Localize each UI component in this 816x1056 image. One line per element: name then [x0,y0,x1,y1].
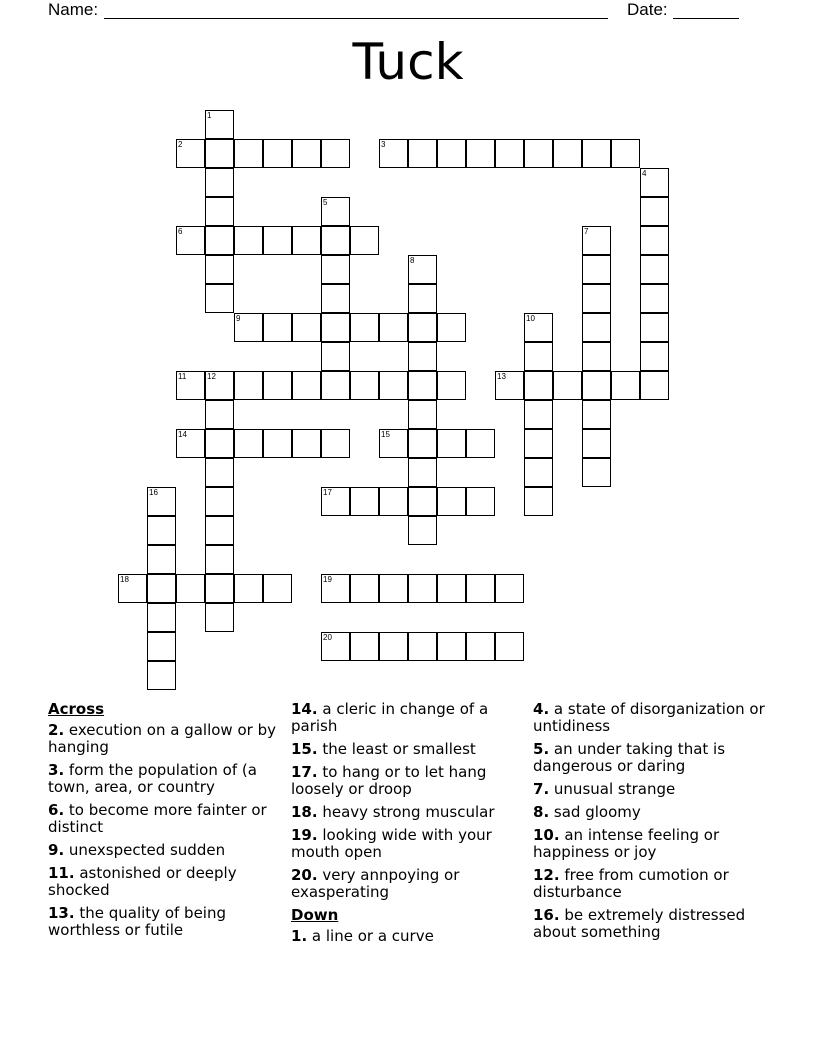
grid-cell[interactable] [408,400,437,429]
grid-cell[interactable] [408,313,437,342]
clue-number: 8 [410,256,415,265]
clue-number: 11 [178,372,187,381]
grid-cell[interactable] [640,371,669,400]
grid-cell[interactable] [176,574,205,603]
clue-number: 2 [178,140,183,149]
grid-cell[interactable] [205,197,234,226]
grid-cell[interactable] [234,371,263,400]
clue-number: 18 [120,575,129,584]
grid-cell[interactable] [437,487,466,516]
clue-down-8: 8. sad gloomy [533,803,641,821]
clue-across-9: 9. unexspected sudden [48,841,226,859]
grid-cell[interactable] [147,632,176,661]
grid-cell[interactable] [408,458,437,487]
grid-cell[interactable] [495,371,524,400]
grid-cell[interactable] [379,371,408,400]
grid-cell[interactable] [466,574,495,603]
grid-cell[interactable] [234,226,263,255]
grid-cell[interactable] [263,226,292,255]
clue-number: 19 [323,575,332,584]
grid-cell[interactable] [379,574,408,603]
grid-cell[interactable] [292,371,321,400]
page-title: Tuck [352,33,464,91]
grid-cell[interactable] [350,371,379,400]
grid-cell[interactable] [321,226,350,255]
grid-cell[interactable] [582,284,611,313]
grid-cell[interactable] [524,429,553,458]
grid-cell[interactable] [611,371,640,400]
clue-down-1: 1. a line or a curve [291,927,434,945]
grid-cell[interactable] [147,603,176,632]
clues-column-2 [291,701,527,951]
grid-cell[interactable] [582,139,611,168]
grid-cell[interactable] [118,574,147,603]
grid-cell[interactable] [437,313,466,342]
clue-number: 4 [642,169,647,178]
grid-cell[interactable] [321,429,350,458]
clue-across-6: 6. to become more fainter or distinct [48,801,267,836]
grid-cell[interactable] [234,429,263,458]
across-heading: Across [48,700,105,718]
grid-cell[interactable] [205,371,234,400]
grid-cell[interactable] [147,574,176,603]
clue-across-17: 17. to hang or to let hang loosely or droop [291,763,487,798]
grid-cell[interactable] [205,226,234,255]
clue-across-19: 19. looking wide with your mouth open [291,826,492,861]
grid-cell[interactable] [292,429,321,458]
grid-cell[interactable] [263,139,292,168]
clue-across-2: 2. execution on a gallow or by hanging [48,721,276,756]
grid-cell[interactable] [582,255,611,284]
clue-number: 5 [323,198,328,207]
clue-number: 3 [381,140,386,149]
clue-down-4: 4. a state of disorganization or untidiness [533,700,765,735]
grid-cell[interactable] [321,574,350,603]
grid-cell[interactable] [611,139,640,168]
grid-cell[interactable] [582,226,611,255]
clue-across-15: 15. the least or smallest [291,740,476,758]
grid-cell[interactable] [408,255,437,284]
clue-across-18: 18. heavy strong muscular [291,803,495,821]
grid-cell[interactable] [205,284,234,313]
name-label: Name: [48,0,99,19]
grid-cell[interactable] [408,487,437,516]
grid-cell[interactable] [292,226,321,255]
grid-cell[interactable] [640,342,669,371]
grid-cell[interactable] [292,313,321,342]
grid-cell[interactable] [408,342,437,371]
clue-down-5: 5. an under taking that is dangerous or daring [533,740,726,775]
grid-cell[interactable] [379,487,408,516]
grid-cell[interactable] [524,400,553,429]
clue-number: 6 [178,227,183,236]
grid-cell[interactable] [553,371,582,400]
grid-cell[interactable] [176,139,205,168]
grid-cell[interactable] [640,168,669,197]
clue-number: 9 [236,314,241,323]
grid-cell[interactable] [582,458,611,487]
grid-cell[interactable] [321,255,350,284]
grid-cell[interactable] [379,313,408,342]
grid-cell[interactable] [147,661,176,690]
grid-cell[interactable] [147,487,176,516]
grid-cell[interactable] [292,139,321,168]
grid-cell[interactable] [205,139,234,168]
clue-down-7: 7. unusual strange [533,780,676,798]
clues-column-3 [533,701,773,947]
grid-cell[interactable] [205,400,234,429]
clue-down-12: 12. free from cumotion or disturbance [533,866,729,901]
down-heading: Down [291,906,339,924]
grid-cell[interactable] [379,632,408,661]
grid-cell[interactable] [408,516,437,545]
clue-number: 20 [323,633,332,642]
clue-across-20: 20. very annpoying or exasperating [291,866,460,901]
clue-down-10: 10. an intense feeling or happiness or joy [533,826,720,861]
grid-cell[interactable] [582,400,611,429]
grid-cell[interactable] [205,516,234,545]
grid-cell[interactable] [408,632,437,661]
grid-cell[interactable] [176,371,205,400]
grid-cell[interactable] [495,574,524,603]
grid-cell[interactable] [524,458,553,487]
clue-number: 10 [526,314,535,323]
grid-cell[interactable] [437,371,466,400]
grid-cell[interactable] [263,371,292,400]
grid-cell[interactable] [205,574,234,603]
grid-cell[interactable] [263,429,292,458]
grid-cell[interactable] [321,371,350,400]
grid-cell[interactable] [408,371,437,400]
grid-cell[interactable] [205,487,234,516]
grid-cell[interactable] [379,139,408,168]
grid-cell[interactable] [408,284,437,313]
grid-cell[interactable] [640,226,669,255]
grid-cell[interactable] [524,371,553,400]
grid-cell[interactable] [437,429,466,458]
grid-cell[interactable] [466,139,495,168]
grid-cell[interactable] [524,342,553,371]
clue-number: 15 [381,430,390,439]
grid-cell[interactable] [321,342,350,371]
grid-cell[interactable] [640,313,669,342]
grid-cell[interactable] [205,429,234,458]
clue-number: 16 [149,488,158,497]
grid-cell[interactable] [495,139,524,168]
grid-cell[interactable] [582,342,611,371]
grid-cell[interactable] [582,371,611,400]
grid-cell[interactable] [466,487,495,516]
grid-cell[interactable] [640,197,669,226]
grid-cell[interactable] [321,632,350,661]
grid-cell[interactable] [321,313,350,342]
grid-cell[interactable] [437,574,466,603]
grid-cell[interactable] [582,313,611,342]
clue-across-11: 11. astonished or deeply shocked [48,864,237,899]
clues-column-1 [48,701,284,945]
clue-number: 1 [207,111,212,120]
grid-cell[interactable] [147,516,176,545]
grid-cell[interactable] [640,255,669,284]
grid-cell[interactable] [321,139,350,168]
clue-number: 7 [584,227,589,236]
grid-cell[interactable] [582,429,611,458]
clue-across-14: 14. a cleric in change of a parish [291,700,489,735]
grid-cell[interactable] [263,313,292,342]
grid-cell[interactable] [263,574,292,603]
grid-cell[interactable] [147,545,176,574]
grid-cell[interactable] [408,139,437,168]
grid-cell[interactable] [176,429,205,458]
grid-cell[interactable] [553,139,582,168]
clue-number: 17 [323,488,332,497]
clue-across-13: 13. the quality of being worthless or futile [48,904,226,939]
grid-cell[interactable] [524,139,553,168]
grid-cell[interactable] [205,168,234,197]
clue-down-16: 16. be extremely distressed about something [533,906,746,941]
grid-cell[interactable] [466,429,495,458]
grid-cell[interactable] [379,429,408,458]
grid-cell[interactable] [640,284,669,313]
grid-cell[interactable] [321,487,350,516]
grid-cell[interactable] [495,632,524,661]
clue-number: 13 [497,372,506,381]
grid-cell[interactable] [524,313,553,342]
grid-cell[interactable] [205,603,234,632]
grid-cell[interactable] [350,574,379,603]
grid-cell[interactable] [205,545,234,574]
grid-cell[interactable] [234,313,263,342]
grid-cell[interactable] [350,226,379,255]
grid-cell[interactable] [437,632,466,661]
grid-cell[interactable] [321,197,350,226]
grid-cell[interactable] [234,574,263,603]
clue-across-3: 3. form the population of (a town, area, or country [48,761,257,796]
clue-number: 14 [178,430,187,439]
grid-cell[interactable] [408,574,437,603]
grid-cell[interactable] [524,487,553,516]
grid-cell[interactable] [437,139,466,168]
grid-cell[interactable] [350,632,379,661]
grid-cell[interactable] [176,226,205,255]
grid-cell[interactable] [205,110,234,139]
clue-number: 12 [207,372,216,381]
grid-cell[interactable] [350,313,379,342]
grid-cell[interactable] [466,632,495,661]
grid-cell[interactable] [408,429,437,458]
grid-cell[interactable] [234,139,263,168]
grid-cell[interactable] [350,487,379,516]
grid-cell[interactable] [321,284,350,313]
grid-cell[interactable] [205,255,234,284]
grid-cell[interactable] [205,458,234,487]
date-label: Date: [627,0,668,19]
